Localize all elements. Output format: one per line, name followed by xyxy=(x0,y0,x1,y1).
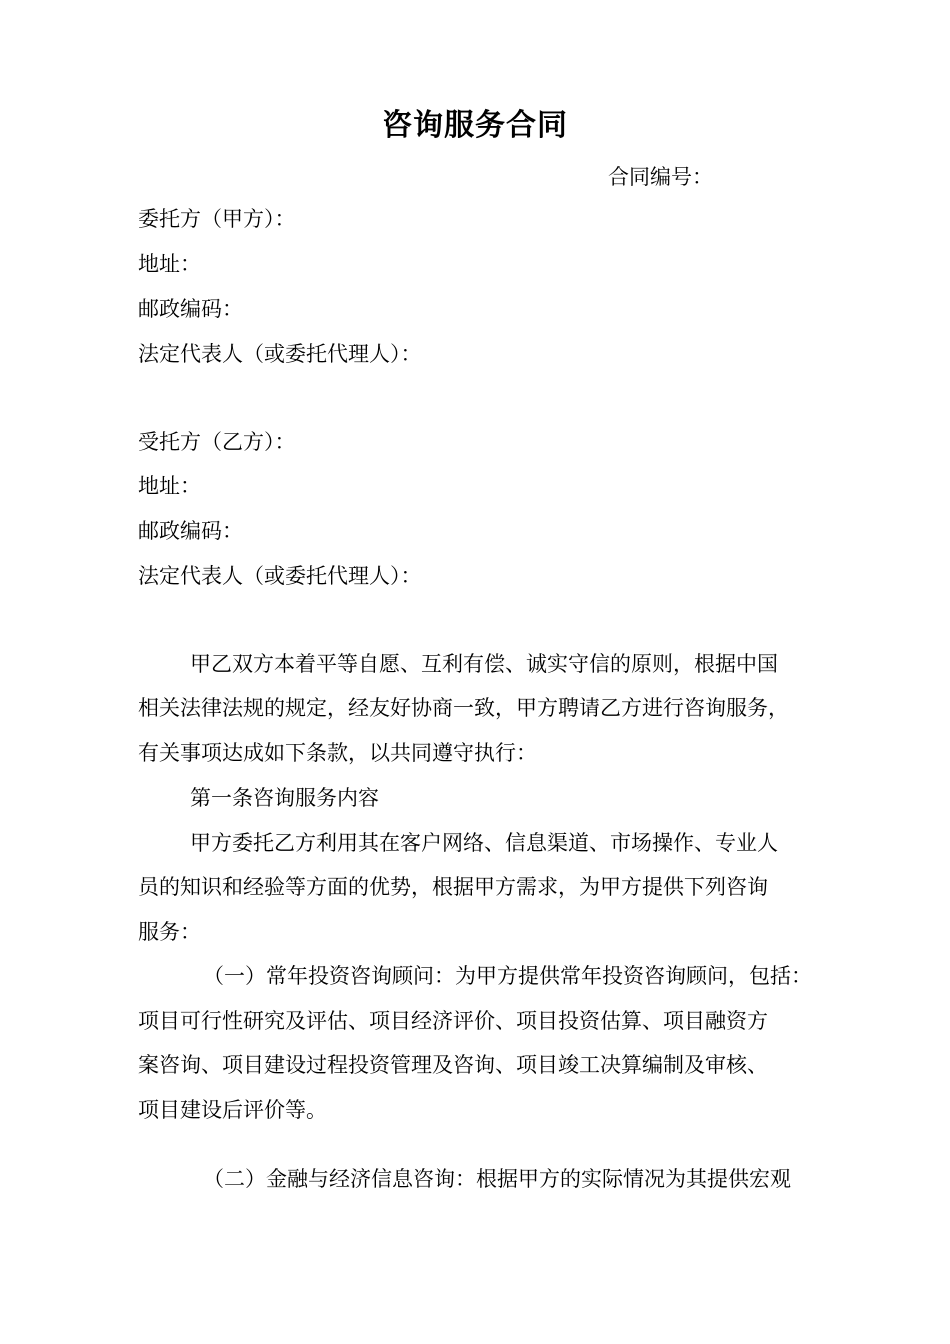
article-1-item-2-line: （二）金融与经济信息咨询：根据甲方的实际情况为其提供宏观 xyxy=(203,1167,791,1191)
party-a-postcode-label: 邮政编码： xyxy=(138,297,243,321)
party-a-name-label: 委托方（甲方）： xyxy=(138,207,296,231)
article-1-intro-line: 服务： xyxy=(138,920,201,944)
party-b-address-label: 地址： xyxy=(138,474,201,498)
preamble-line: 甲乙双方本着平等自愿、互利有偿、诚实守信的原则，根据中国 xyxy=(190,652,778,676)
article-1-item-1-line: 项目建设后评价等。 xyxy=(138,1098,327,1122)
article-1-item-1-line: 项目可行性研究及评估、项目经济评价、项目投资估算、项目融资方 xyxy=(138,1009,768,1033)
article-1-item-1-line: 案咨询、项目建设过程投资管理及咨询、项目竣工决算编制及审核、 xyxy=(138,1053,768,1077)
preamble-line: 有关事项达成如下条款，以共同遵守执行： xyxy=(138,741,537,765)
article-1-intro-line: 甲方委托乙方利用其在客户网络、信息渠道、市场操作、专业人 xyxy=(190,831,778,855)
article-1-intro-line: 员的知识和经验等方面的优势，根据甲方需求，为甲方提供下列咨询 xyxy=(138,875,768,899)
contract-number-label: 合同编号： xyxy=(608,165,713,189)
article-1-item-1-line: （一）常年投资咨询顾问：为甲方提供常年投资咨询顾问，包括： xyxy=(203,964,812,988)
party-a-address-label: 地址： xyxy=(138,252,201,276)
document-title: 咨询服务合同 xyxy=(382,108,568,143)
party-b-name-label: 受托方（乙方）： xyxy=(138,430,296,454)
party-b-representative-label: 法定代表人（或委托代理人）： xyxy=(138,564,422,588)
party-a-representative-label: 法定代表人（或委托代理人）： xyxy=(138,342,422,366)
article-1-heading: 第一条咨询服务内容 xyxy=(190,786,379,810)
party-b-postcode-label: 邮政编码： xyxy=(138,519,243,543)
preamble-line: 相关法律法规的规定，经友好协商一致，甲方聘请乙方进行咨询服务， xyxy=(138,696,789,720)
